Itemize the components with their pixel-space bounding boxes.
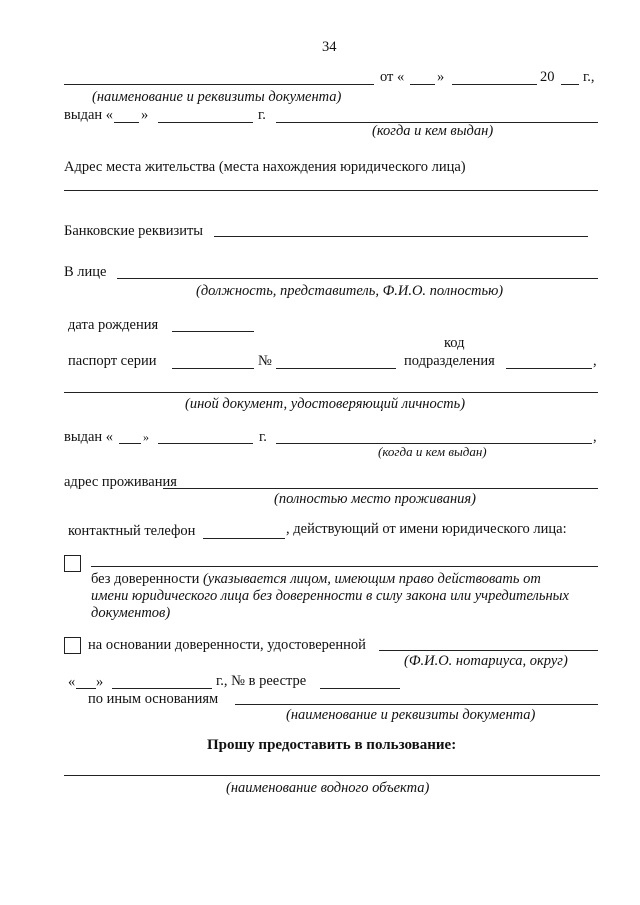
date-year-field[interactable] (561, 84, 579, 85)
passport-number-sign: № (258, 353, 272, 369)
document-name-field[interactable] (64, 84, 374, 85)
other-id-document-field[interactable] (64, 392, 598, 393)
water-object-field[interactable] (64, 775, 600, 776)
subdivision-code-field[interactable] (506, 368, 592, 369)
issued-2-day-field[interactable] (119, 443, 141, 444)
water-object-caption: (наименование водного объекта) (226, 780, 430, 796)
issued-label: выдан « (64, 107, 114, 123)
other-grounds-caption: (наименование и реквизиты документа) (286, 707, 536, 723)
acting-on-behalf-label: , действующий от имени юридического лица: (286, 521, 567, 537)
address-label: Адрес места жительства (места нахождения юридического лица) (64, 159, 466, 175)
no-proxy-text-italic-2: имени юридического лица без доверенности в силу закона или учредительных (91, 588, 569, 604)
issued-2-quote-close: » (143, 430, 149, 444)
other-id-document-caption: (иной документ, удостоверяющий личность) (185, 396, 466, 412)
registry-number-field[interactable] (320, 688, 400, 689)
no-proxy-text-italic-1: (указывается лицом, имеющим право действовать от (202, 571, 541, 587)
issued-caption: (когда и кем выдан) (372, 123, 494, 139)
no-proxy-text (91, 572, 541, 587)
in-person-label: В лице (64, 264, 107, 280)
bank-details-field[interactable] (214, 236, 588, 237)
issued-2-comma: , (593, 429, 597, 445)
registry-day-field[interactable] (76, 688, 96, 689)
subdivision-code-label-top: код (444, 335, 465, 351)
date-from-label: от « (380, 69, 405, 85)
registry-month-field[interactable] (112, 688, 212, 689)
issued-2-caption: (когда и кем выдан) (378, 444, 487, 459)
notary-field[interactable] (379, 650, 598, 651)
no-proxy-checkbox[interactable] (64, 555, 81, 572)
other-grounds-field[interactable] (235, 704, 598, 705)
address-field[interactable] (64, 190, 598, 191)
proxy-checkbox[interactable] (64, 637, 81, 654)
passport-comma: , (593, 353, 597, 369)
in-person-caption: (должность, представитель, Ф.И.О. полностью) (196, 283, 504, 299)
residence-label: адрес проживания (64, 474, 177, 490)
document-name-caption: (наименование и реквизиты документа) (92, 89, 342, 105)
year-prefix: 20 (540, 69, 555, 85)
no-proxy-field[interactable] (91, 566, 598, 567)
request-heading: Прошу предоставить в пользование: (207, 737, 457, 753)
residence-caption: (полностью место проживания) (274, 491, 476, 507)
issued-2-label: выдан « (64, 429, 114, 445)
issued-2-month-field[interactable] (158, 443, 253, 444)
phone-label: контактный телефон (68, 523, 196, 539)
passport-number-field[interactable] (276, 368, 396, 369)
subdivision-code-label-bottom: подразделения (404, 353, 495, 369)
birth-date-label: дата рождения (68, 317, 159, 333)
registry-label: г., № в реестре (216, 673, 307, 689)
registry-quote-close: » (96, 674, 104, 690)
proxy-label: на основании доверенности, удостоверенной (88, 637, 366, 653)
no-proxy-text-italic-3: документов) (91, 605, 171, 621)
other-grounds-label: по иным основаниям (88, 691, 219, 707)
bank-details-label: Банковские реквизиты (64, 223, 204, 239)
page-number: 34 (322, 39, 337, 55)
birth-date-field[interactable] (172, 331, 254, 332)
notary-caption: (Ф.И.О. нотариуса, округ) (404, 653, 568, 669)
residence-field[interactable] (163, 488, 598, 489)
issued-quote-close: » (141, 107, 149, 123)
passport-series-label: паспорт серии (68, 353, 157, 369)
in-person-field[interactable] (117, 278, 598, 279)
issued-year-label: г. (258, 107, 266, 123)
phone-field[interactable] (203, 538, 285, 539)
registry-quote-open: « (68, 674, 76, 690)
passport-series-field[interactable] (172, 368, 254, 369)
no-proxy-text-plain: без доверенности (91, 571, 200, 587)
issued-day-field[interactable] (114, 122, 139, 123)
issued-month-field[interactable] (158, 122, 253, 123)
year-suffix: г., (583, 69, 595, 85)
date-day-field[interactable] (410, 84, 435, 85)
date-quote-close: » (437, 69, 445, 85)
issued-2-year-label: г. (259, 429, 267, 445)
date-month-field[interactable] (452, 84, 537, 85)
